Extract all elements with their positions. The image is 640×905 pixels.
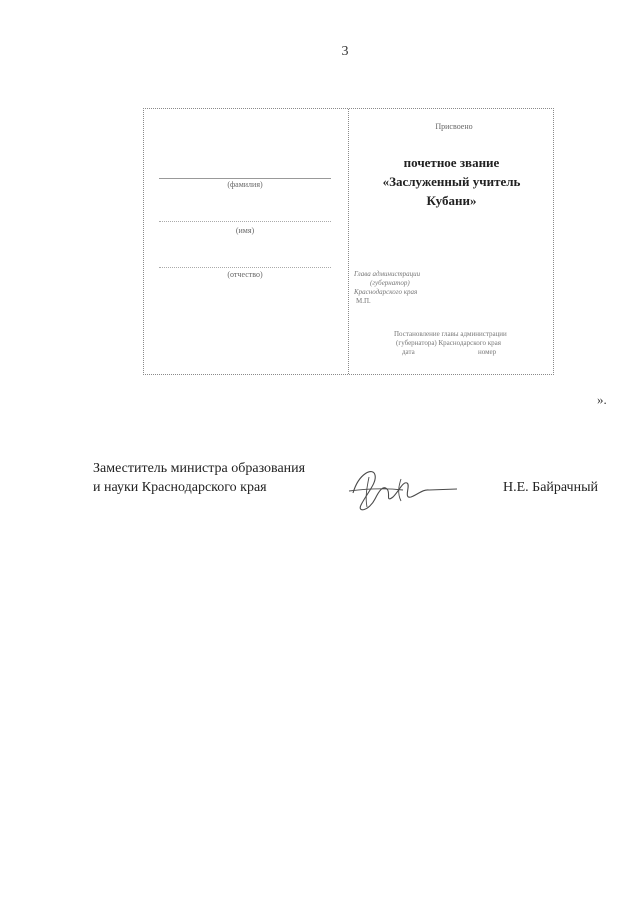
honorary-title-line1: почетное звание xyxy=(403,155,500,170)
signatory-line1: Глава администрации xyxy=(354,270,421,278)
patronymic-label: (отчество) xyxy=(227,270,263,279)
signatory-line2: (губернатор) xyxy=(370,279,410,287)
signer-name: Н.Е. Байрачный xyxy=(503,480,598,495)
surname-line xyxy=(159,178,331,179)
certificate-form xyxy=(143,108,554,375)
name-label: (имя) xyxy=(235,226,255,235)
stamp-mark: М.П. xyxy=(356,297,371,305)
signatory-line3: Краснодарского края xyxy=(354,288,418,296)
resolution-number: номер xyxy=(478,348,497,356)
signer-position-line1: Заместитель министра образования xyxy=(93,461,306,476)
honorary-title-line3: Кубани» xyxy=(426,193,477,208)
signer-position-line2: и науки Краснодарского края xyxy=(93,480,267,495)
resolution-date: дата xyxy=(402,348,415,356)
resolution-line1: Постановление главы администрации xyxy=(394,330,507,338)
handwritten-signature xyxy=(345,463,460,515)
resolution-line2: (губернатора) Краснодарского края xyxy=(396,339,501,347)
page-number: 3 xyxy=(341,44,349,59)
awarded-label: Присвоено xyxy=(435,122,473,131)
form-divider xyxy=(348,109,349,374)
surname-label: (фамилия) xyxy=(227,180,263,189)
closing-quote: ». xyxy=(597,392,607,407)
name-line xyxy=(159,221,331,222)
patronymic-line xyxy=(159,267,331,268)
honorary-title-line2: «Заслуженный учитель xyxy=(382,174,521,189)
